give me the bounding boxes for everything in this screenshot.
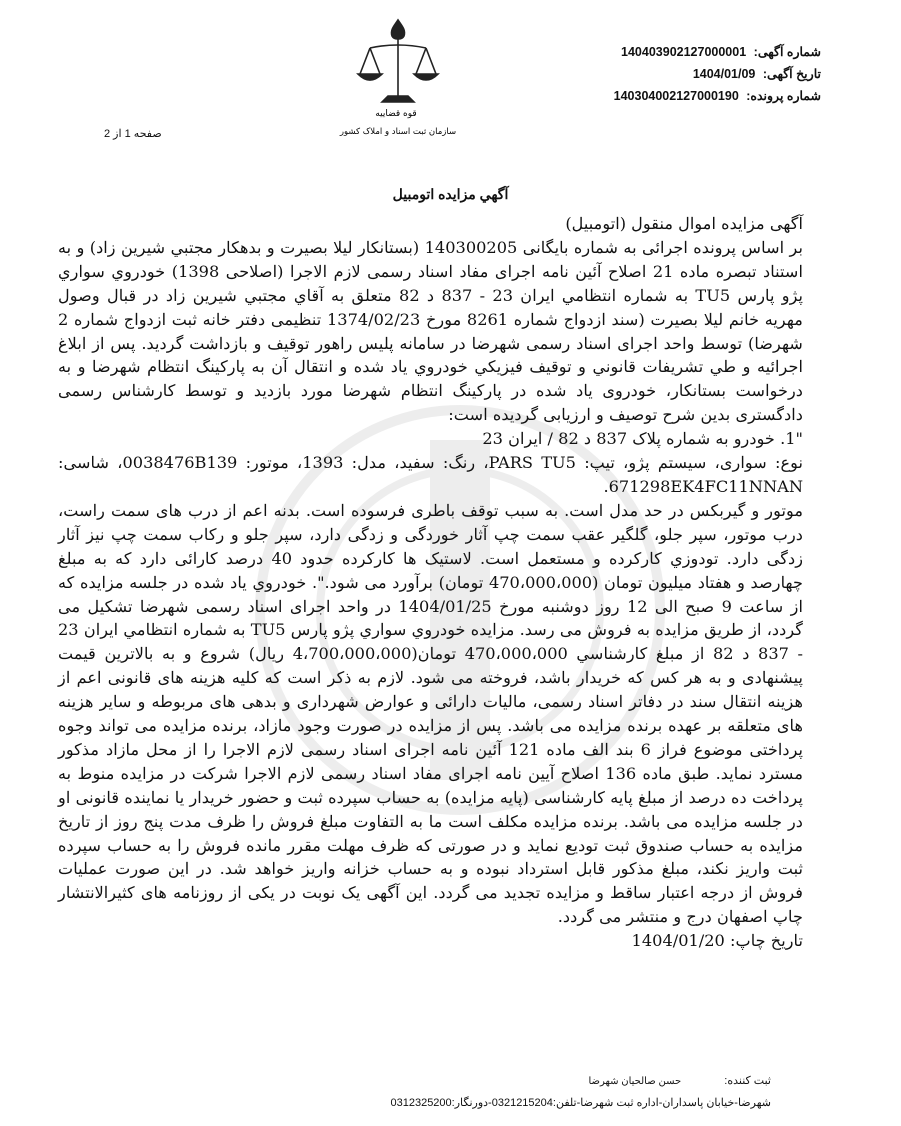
notice-date: 1404/01/09: [692, 67, 756, 81]
notice-number-label: شماره آگهی:: [753, 45, 821, 59]
page-number: صفحه 1 از 2: [104, 128, 162, 140]
emblem-caption-2: سازمان ثبت اسناد و املاک کشور: [339, 127, 457, 137]
body-paragraph-case: بر اساس پرونده اجرائی به شماره بایگانی 140300205 (بستانکار لیلا بصیرت و بدهکار مجتبي شيرين زاد) و به استناد تبصره ماده 21 اصلاح آئین نامه اجرای مفاد اسناد رسمی لازم الاجرا (اصلاحی 1398) خودروي سواري پژو پارس TU5 به شماره انتظامي ايران 23 - 837 د 82 متعلق به آقاي مجتبي شيرين زاد در قبال وصول مهريه خانم ليلا بصيرت (سند ازدواج شماره 8261 مورخ 1374/02/23 تنظیمی دفتر خانه ثبت ازدواج شماره 2 شهرضا) توسط واحد اجرای اسناد رسمی شهرضا در سامانه پلیس راهور توقیف و بازداشت گردید. پس از ابلاغ اجرائیه و طي تشريفات قانوني و توقیف فيزيكي خودروي ياد شده و انتقال آن به پاركينگ انتظام شهرضا و به درخواست بستانكار، خودروی یاد شده در پارکینگ انتظام شهرضا مورد بازدید و توسط کارشناس رسمی دادگستری بدین شرح توصیف و ارزیابی گردیده است:: [58, 237, 804, 425]
notice-number-row: [614, 44, 821, 66]
emblem-caption-1: قوه قضاییه: [375, 109, 417, 119]
notice-date-label: تاریخ آگهی:: [762, 67, 821, 81]
notice-number: 140403902127000001: [621, 45, 747, 59]
registrar-label: ثبت کننده:: [724, 1075, 771, 1087]
notice-body: [58, 212, 803, 953]
body-paragraph-terms: موتور و گیربکس در حد مدل است. به سبب توقف باطری فرسوده است. بدنه اعم از درب های سمت راست، درب موتور، سپر جلو، گلگیر عقب سمت چپ آثار خوردگی و زدگی دارد، سپر جلو و رکاب سمت چپ نیز آثار زدگی دارد. تودوزي كاركرده و مستعمل است. لاستیک ها کارکرده حدود 40 درصد کارائی دارد که به مبلغ چهارصد و هفتاد میلیون تومان (470،000،000 تومان) برآورد می شود.". خودروي ياد شده در جلسه مزايده كه از ساعت 9 صبح الی 12 روز دوشنبه مورخ 1404/01/25 در واحد اجرای اسناد رسمی شهرضا تشکیل می گردد، از طریق مزایده به فروش می رسد. مزایده خودروي سواري پژو پارس TU5 به شماره انتظامي ايران 23 - 837 د 82 از مبلغ كارشناسي 470،000،000 تومان(4،700،000،000 ريال) شروع و به بالاترین قیمت پیشنهادی و به هر کس که خریدار باشد، فروخته می شود. لازم به ذکر است که کلیه هزینه های قانونی اعم از هزینه انتقال سند در دفاتر اسناد رسمی، مالیات دارائی و عوارض شهرداری و بدهی های مربوطه و سایر هزینه های متعلقه بر عهده برنده مزایده می باشد. پس از مزایده در صورت وجود مازاد، برنده مزایده می تواند وجوه پرداختی موضوع فراز 6 بند الف ماده 121 آئین نامه اجرای اسناد رسمی لازم الاجرا را از محل مازاد مذکور مسترد نماید. طبق ماده 136 اصلاح آیین نامه اجرای مفاد اسناد رسمی لازم الاجرا شرکت در مزایده منوط به پرداخت ده درصد از مبلغ پایه کارشناسی (پایه مزایده) به حساب سپرده ثبت و حضور خریدار یا نماینده قانونی او در جلسه مزایده می باشد. برنده مزایده مکلف است ما به التفاوت مبلغ فروش را ظرف مدت پنج روز از تاریخ مزایده به حساب صندوق ثبت تودیع نماید و در صورتی که ظرف مهلت مقرر مانده فروش را به حساب سپرده ثبت واریز نکند، مبلغ مذکور قابل استرداد نبوده و به حساب خزانه واریز خواهد شد. در این صورت عملیات فروش از درجه اعتبار ساقط و مزایده تجدید می گردد. این آگهی یک نوبت در یکی از روزنامه های کثیرالانتشار چاپ اصفهان درج و منتشر می گردد.: [58, 500, 804, 927]
case-number-row: [614, 88, 821, 110]
body-heading: آگهی مزایده اموال منقول (اتومبیل): [565, 214, 803, 233]
office-address: شهرضا-خیابان پاسداران-اداره ثبت شهرضا-تلفن:0321215204-دورنگار:0312325200: [390, 1097, 771, 1109]
case-number-label: شماره پرونده:: [746, 89, 821, 103]
registrar-line: [71, 1074, 771, 1087]
notice-date-row: [614, 66, 821, 88]
case-number: 140304002127000190: [613, 89, 739, 103]
judiciary-emblem: [338, 12, 458, 144]
registrar-name: حسن صالحیان شهرضا: [588, 1076, 682, 1087]
notice-meta: [614, 44, 821, 110]
body-print-date: تاریخ چاپ: 1404/01/20: [631, 931, 803, 951]
body-vehicle-plate: "1. خودرو به شماره پلاک 837 د 82 / ایران 23: [482, 429, 803, 449]
body-vehicle-specs: نوع: سواری، سیستم پژو، تیپ: PARS TU5، رنگ: سفید، مدل: 1393، موتور: 0038476B139، شاسی: 671298EK4FC11NNAN.: [58, 453, 804, 496]
document-title: آگهي مزايده اتومبيل: [392, 186, 509, 202]
